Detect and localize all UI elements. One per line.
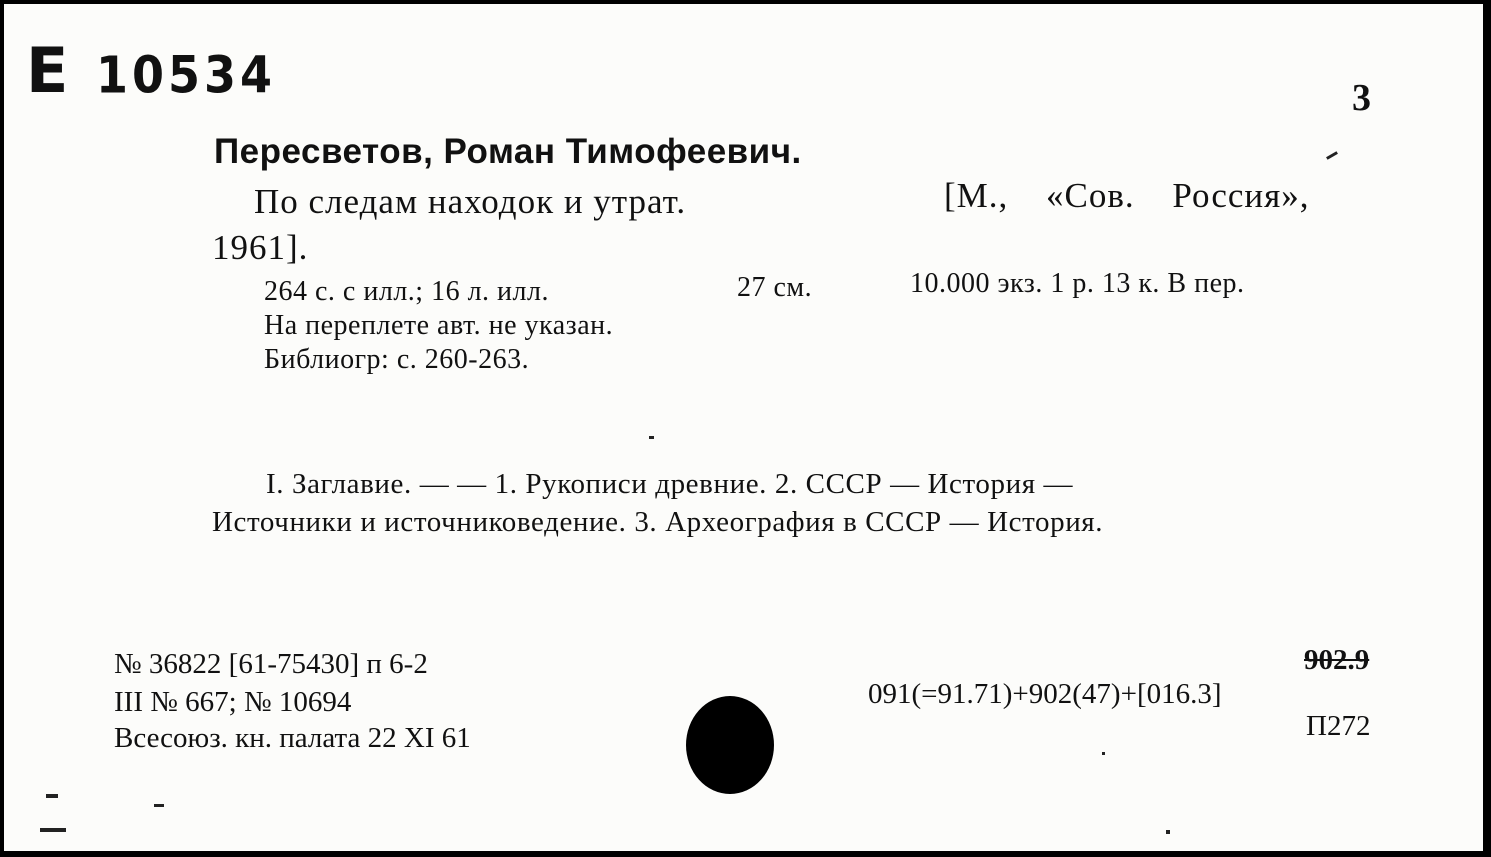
handwritten-letter: E [26, 34, 69, 107]
ink-mark [1102, 752, 1105, 755]
pages-illustrations: 264 с. с илл.; 16 л. илл. [264, 276, 549, 307]
subject-line-1: I. Заглавие. — — 1. Рукописи древние. 2. СССР — История — [266, 468, 1074, 500]
print-run-price: 10.000 экз. 1 р. 13 к. В пер. [910, 268, 1245, 299]
classification-index: 091(=91.71)+902(47)+[016.3] [868, 678, 1222, 710]
ink-mark [1166, 830, 1170, 834]
ink-mark [649, 436, 654, 439]
book-size: 27 см. [737, 272, 813, 303]
struck-classification: 902.9 [1304, 644, 1370, 676]
author-code: П272 [1306, 710, 1371, 742]
ink-mark [154, 804, 164, 807]
footer-registration: № 36822 [61-75430] п 6-2 [114, 648, 428, 680]
bibliography-note: Библиогр: с. 260-263. [264, 344, 530, 375]
handwritten-number: 10534 [96, 45, 277, 105]
book-title: По следам находок и утрат. [254, 182, 687, 221]
publisher-start: [М., «Сов. Россия», [944, 176, 1310, 215]
ink-mark [40, 828, 66, 832]
catalog-card [4, 4, 1483, 851]
author-heading: Пересветов, Роман Тимофеевич. [214, 132, 802, 171]
ink-mark [1326, 151, 1338, 160]
publication-year: 1961]. [212, 228, 309, 267]
punch-hole [686, 696, 774, 794]
card-number: 3 [1352, 77, 1371, 119]
footer-accession: III № 667; № 10694 [114, 686, 352, 718]
subject-line-2: Источники и источниковедение. 3. Археография в СССР — История. [212, 506, 1104, 538]
cover-note: На переплете авт. не указан. [264, 310, 614, 341]
ink-mark [46, 794, 58, 798]
footer-chamber: Всесоюз. кн. палата 22 XI 61 [114, 722, 471, 754]
